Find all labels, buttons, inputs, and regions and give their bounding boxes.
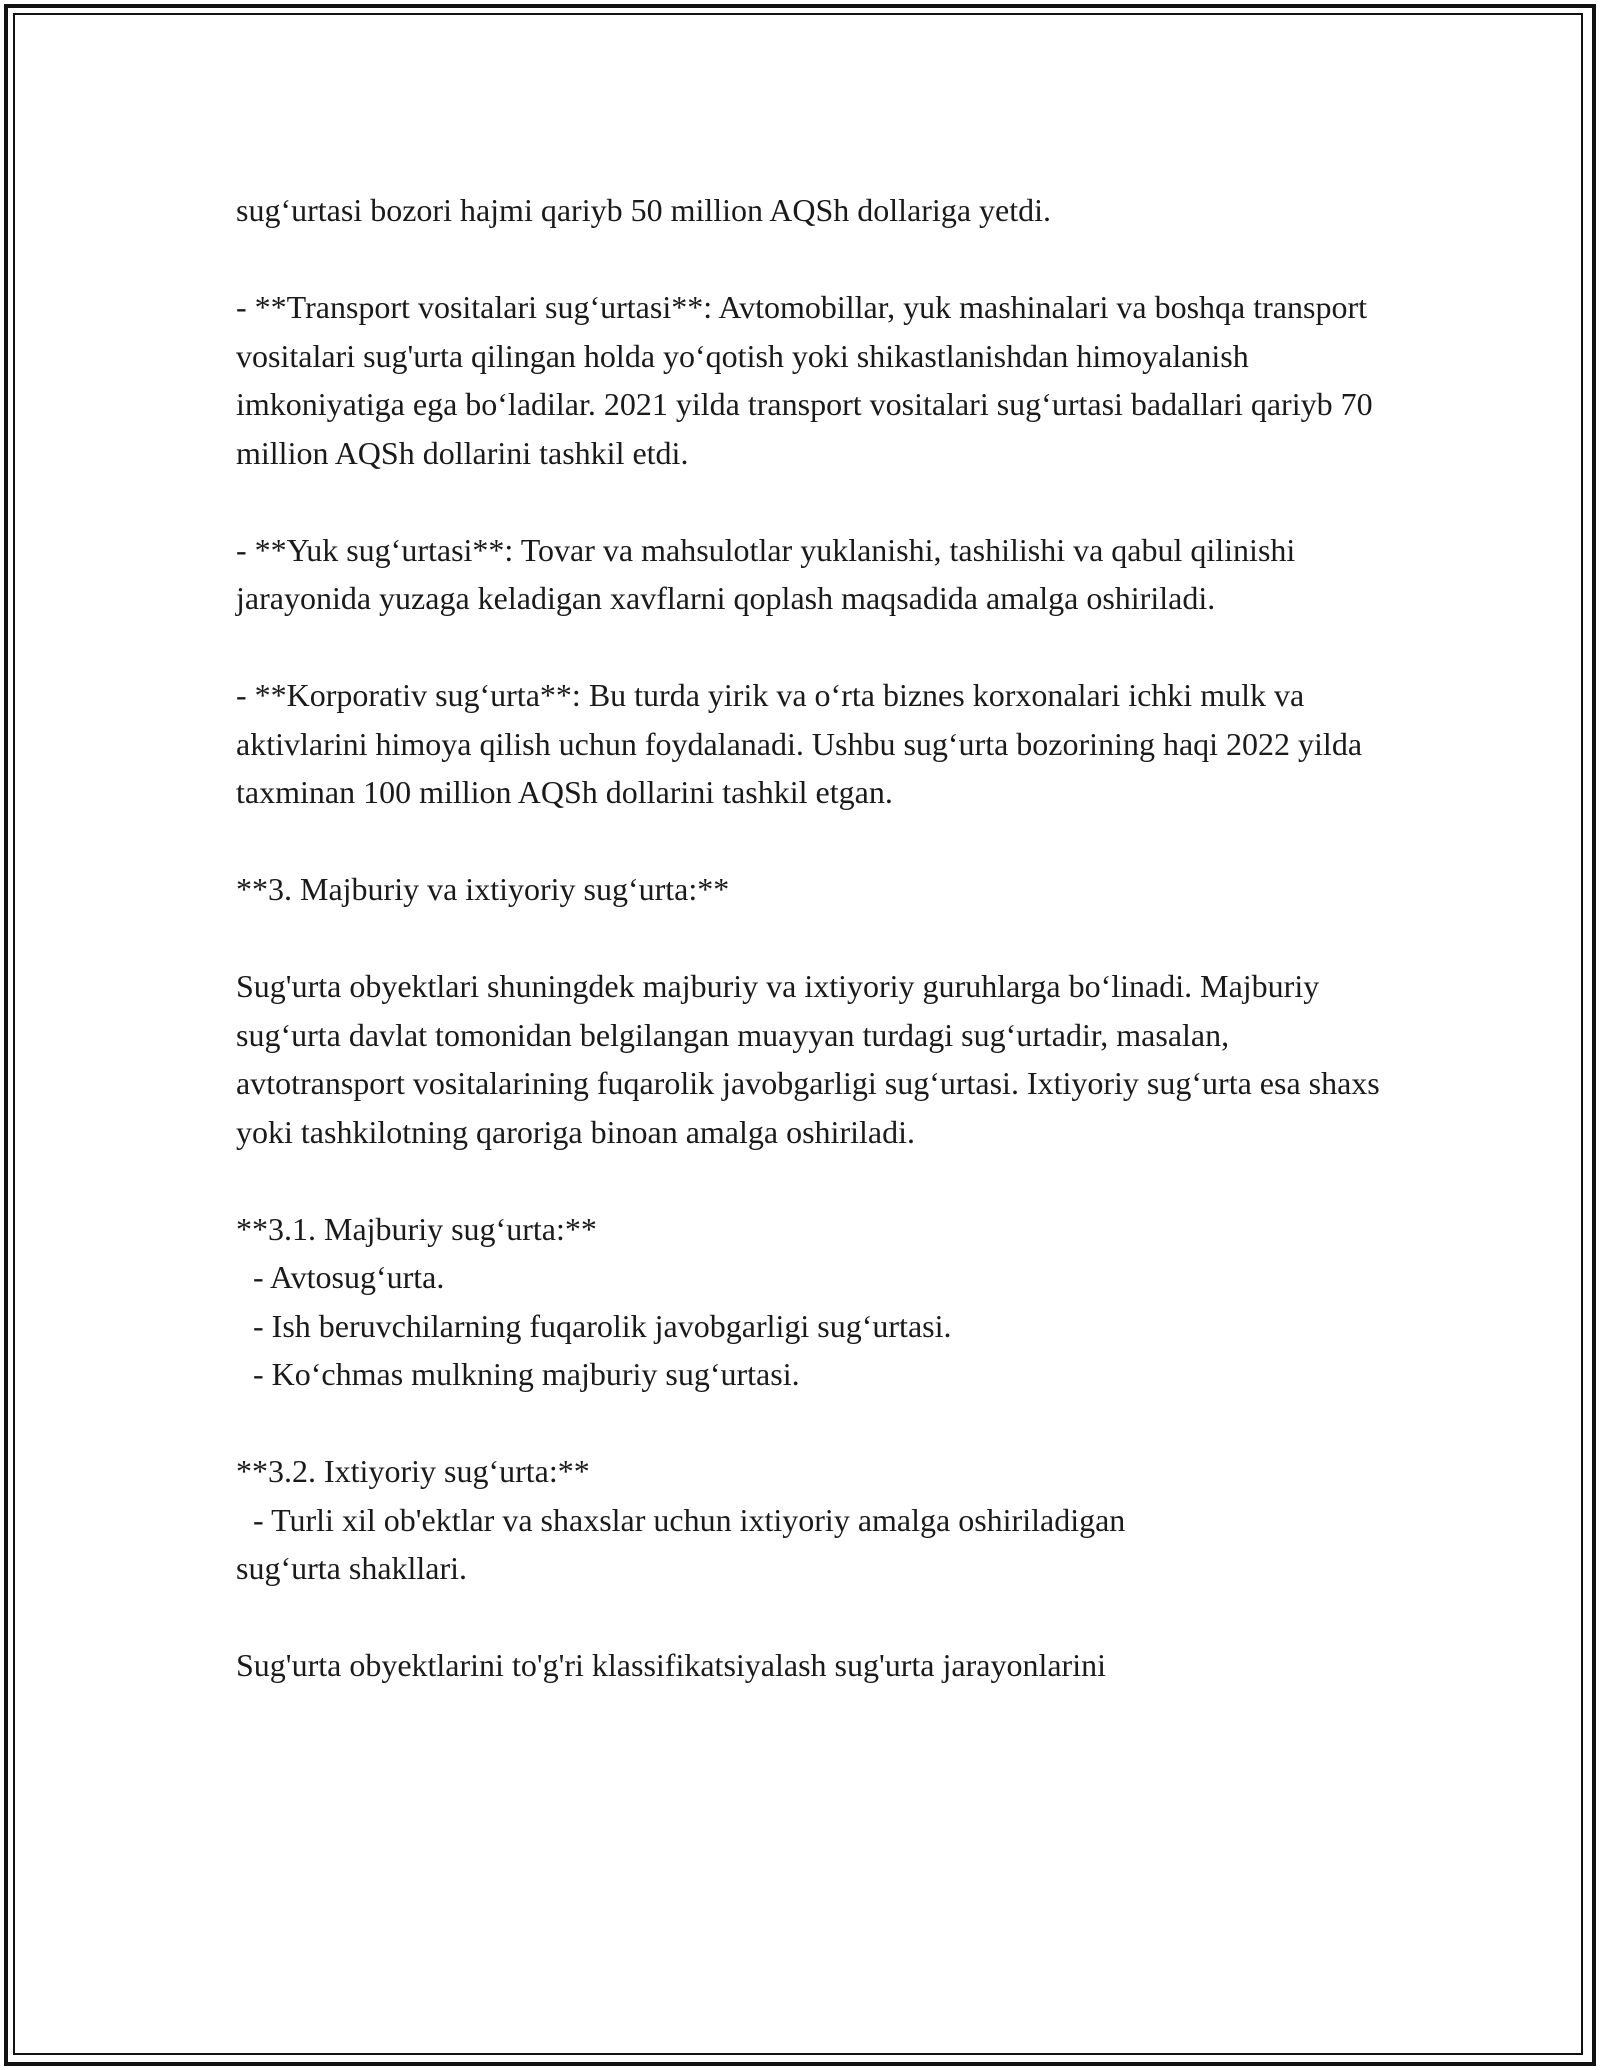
list-item-continuation: sug‘urta shakllari. [236, 1550, 468, 1586]
paragraph-closing: Sug'urta obyektlarini to'g'ri klassifikatsiyalash sug'urta jarayonlarini [236, 1647, 1106, 1683]
list-item: - Ish beruvchilarning fuqarolik javobgarligi sug‘urtasi. [253, 1307, 952, 1344]
document-body [236, 186, 1386, 1690]
list-item: - Ko‘chmas mulkning majburiy sug‘urtasi. [253, 1356, 800, 1392]
list-item: - Avtosug‘urta. [253, 1259, 445, 1295]
paragraph-market-size: sug‘urtasi bozori hajmi qariyb 50 million AQSh dollariga yetdi. [236, 192, 1051, 228]
paragraph-mandatory-voluntary: Sug'urta obyektlari shuningdek majburiy va ixtiyoriy guruhlarga bo‘linadi. Majburiy sug‘urta davlat tomonidan belgilangan muayyan turdagi sug‘urtadir, masalan, avtotransport vositalarining fuqarolik javobgarligi sug‘urtasi. Ixtiyoriy sug‘urta esa shaxs yoki tashkilotning qaroriga binoan amalga oshiriladi. [236, 968, 1380, 1150]
section-heading-3: **3. Majburiy va ixtiyoriy sug‘urta:** [236, 871, 730, 907]
paragraph-transport-insurance: - **Transport vositalari sug‘urtasi**: Avtomobillar, yuk mashinalari va boshqa transport vositalari sug'urta qilingan holda yo‘qotish yoki shikastlanishdan himoyalanish imkoniyatiga ega bo‘ladilar. 2021 yilda transport vositalari sug‘urtasi badallari qariyb 70 million AQSh dollarini tashkil etdi. [236, 289, 1373, 471]
section-heading-3-2: **3.2. Ixtiyoriy sug‘urta:** [236, 1453, 590, 1489]
paragraph-cargo-insurance: - **Yuk sug‘urtasi**: Tovar va mahsulotlar yuklanishi, tashilishi va qabul qilinishi jarayonida yuzaga keladigan xavflarni qoplash maqsadida amalga oshiriladi. [236, 531, 1296, 616]
section-3-2 [236, 1447, 1386, 1593]
section-heading-3-1: **3.1. Majburiy sug‘urta:** [236, 1210, 597, 1247]
section-3-1 [236, 1205, 1386, 1399]
paragraph-corporate-insurance: - **Korporativ sug‘urta**: Bu turda yirik va o‘rta biznes korxonalari ichki mulk va aktivlarini himoya qilish uchun foydalanadi. Ushbu sug‘urta bozorining haqi 2022 yilda taxminan 100 million AQSh dollarini tashkil etgan. [236, 677, 1363, 810]
list-item: - Turli xil ob'ektlar va shaxslar uchun ixtiyoriy amalga oshiriladigan [253, 1501, 1126, 1538]
